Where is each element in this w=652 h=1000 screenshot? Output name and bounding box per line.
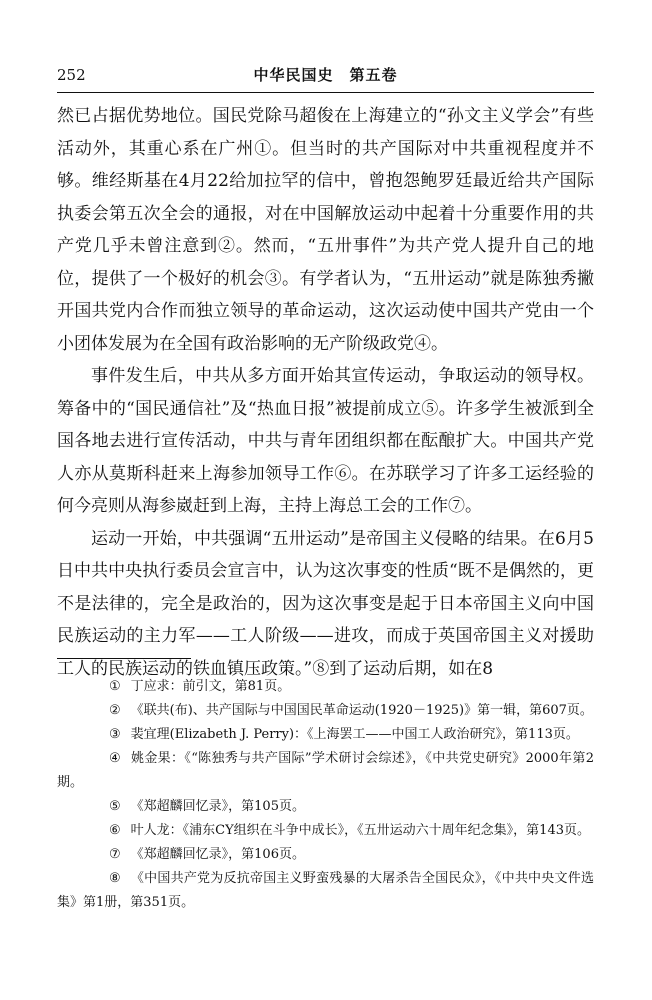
footnote [57,819,594,843]
footnote-rule [57,658,191,659]
page-number: 252 [57,66,86,84]
footnote [57,675,594,699]
page-header [57,62,594,88]
footnote-mark: ① [109,679,121,694]
footnote-text: 《中国共产党为反抗帝国主义野蛮残暴的大屠杀告全国民众》，《中共中央文件选集》第1册，第351页。 [57,871,594,910]
footnote-mark: ④ [109,751,121,766]
paragraph: 事件发生后，中共从多方面开始其宣传运动，争取运动的领导权。筹备中的“国民通信社”及“热血日报”被提前成立⑤。许多学生被派到全国各地去进行宣传活动，中共与青年团组织都在酝酿扩大。中国共产党人亦从莫斯科赶来上海参加领导工作⑥。在苏联学习了许多工运经验的何今亮则从海参崴赶到上海，主持上海总工会的工作⑦。 [57,366,594,516]
footnote-text: 《郑超麟回忆录》，第106页。 [130,847,305,862]
paragraph: 然已占据优势地位。国民党除马超俊在上海建立的“孙文主义学会”有些活动外，其重心系在广州①。但当时的共产国际对中共重视程度并不够。维经斯基在4月22给加拉罕的信中，曾抱怨鲍罗廷最近给共产国际执委会第五次全会的通报，对在中国解放运动中起着十分重要作用的共产党几乎未曾注意到②。然而，“五卅事件”为共产党人提升自己的地位，提供了一个极好的机会③。有学者认为，“五卅运动”就是陈独秀撇开国共党内合作而独立领导的革命运动，这次运动使中国共产党由一个小团体发展为在全国有政治影响的无产阶级政党④。 [57,106,594,354]
footnote [57,723,594,747]
body-text [57,100,594,685]
footnote [57,699,594,723]
footnote-text: 裴宜理(Elizabeth J. Perry)：《上海罢工——中国工人政治研究》，第113页。 [130,727,579,742]
footnote-text: 《郑超麟回忆录》，第105页。 [130,799,305,814]
footnotes [57,675,594,915]
footnote [57,843,594,867]
footnote-mark: ⑤ [109,799,121,814]
footnote-mark: ⑥ [109,823,121,838]
footnote [57,747,594,795]
footnote-text: 姚金果：《“陈独秀与共产国际”学术研讨会综述》，《中共党史研究》2000年第2期。 [57,751,594,790]
footnote-mark: ③ [109,727,121,742]
running-title: 中华民国史 第五卷 [253,66,398,84]
footnote [57,795,594,819]
footnote [57,867,594,915]
footnote-mark: ② [109,703,121,718]
footnote-text: 《联共(布)、共产国际与中国国民革命运动(1920－1925)》第一辑，第607页。 [130,703,593,718]
header-rule [57,92,594,93]
footnote-mark: ⑧ [109,871,121,886]
footnote-text: 丁应求：前引文，第81页。 [130,679,291,694]
paragraph: 运动一开始，中共强调“五卅运动”是帝国主义侵略的结果。在6月5日中共中央执行委员会宣言中，认为这次事变的性质“既不是偶然的，更不是法律的，完全是政治的，因为这次事变是起于日本帝国主义向中国民族运动的主力军——工人阶级——进攻，而成于英国帝国主义对援助工人的民族运动的铁血镇压政策。”⑧到了运动后期，如在8 [57,528,594,679]
footnote-text: 叶人龙：《浦东CY组织在斗争中成长》，《五卅运动六十周年纪念集》，第143页。 [130,823,590,838]
footnote-mark: ⑦ [109,847,121,862]
